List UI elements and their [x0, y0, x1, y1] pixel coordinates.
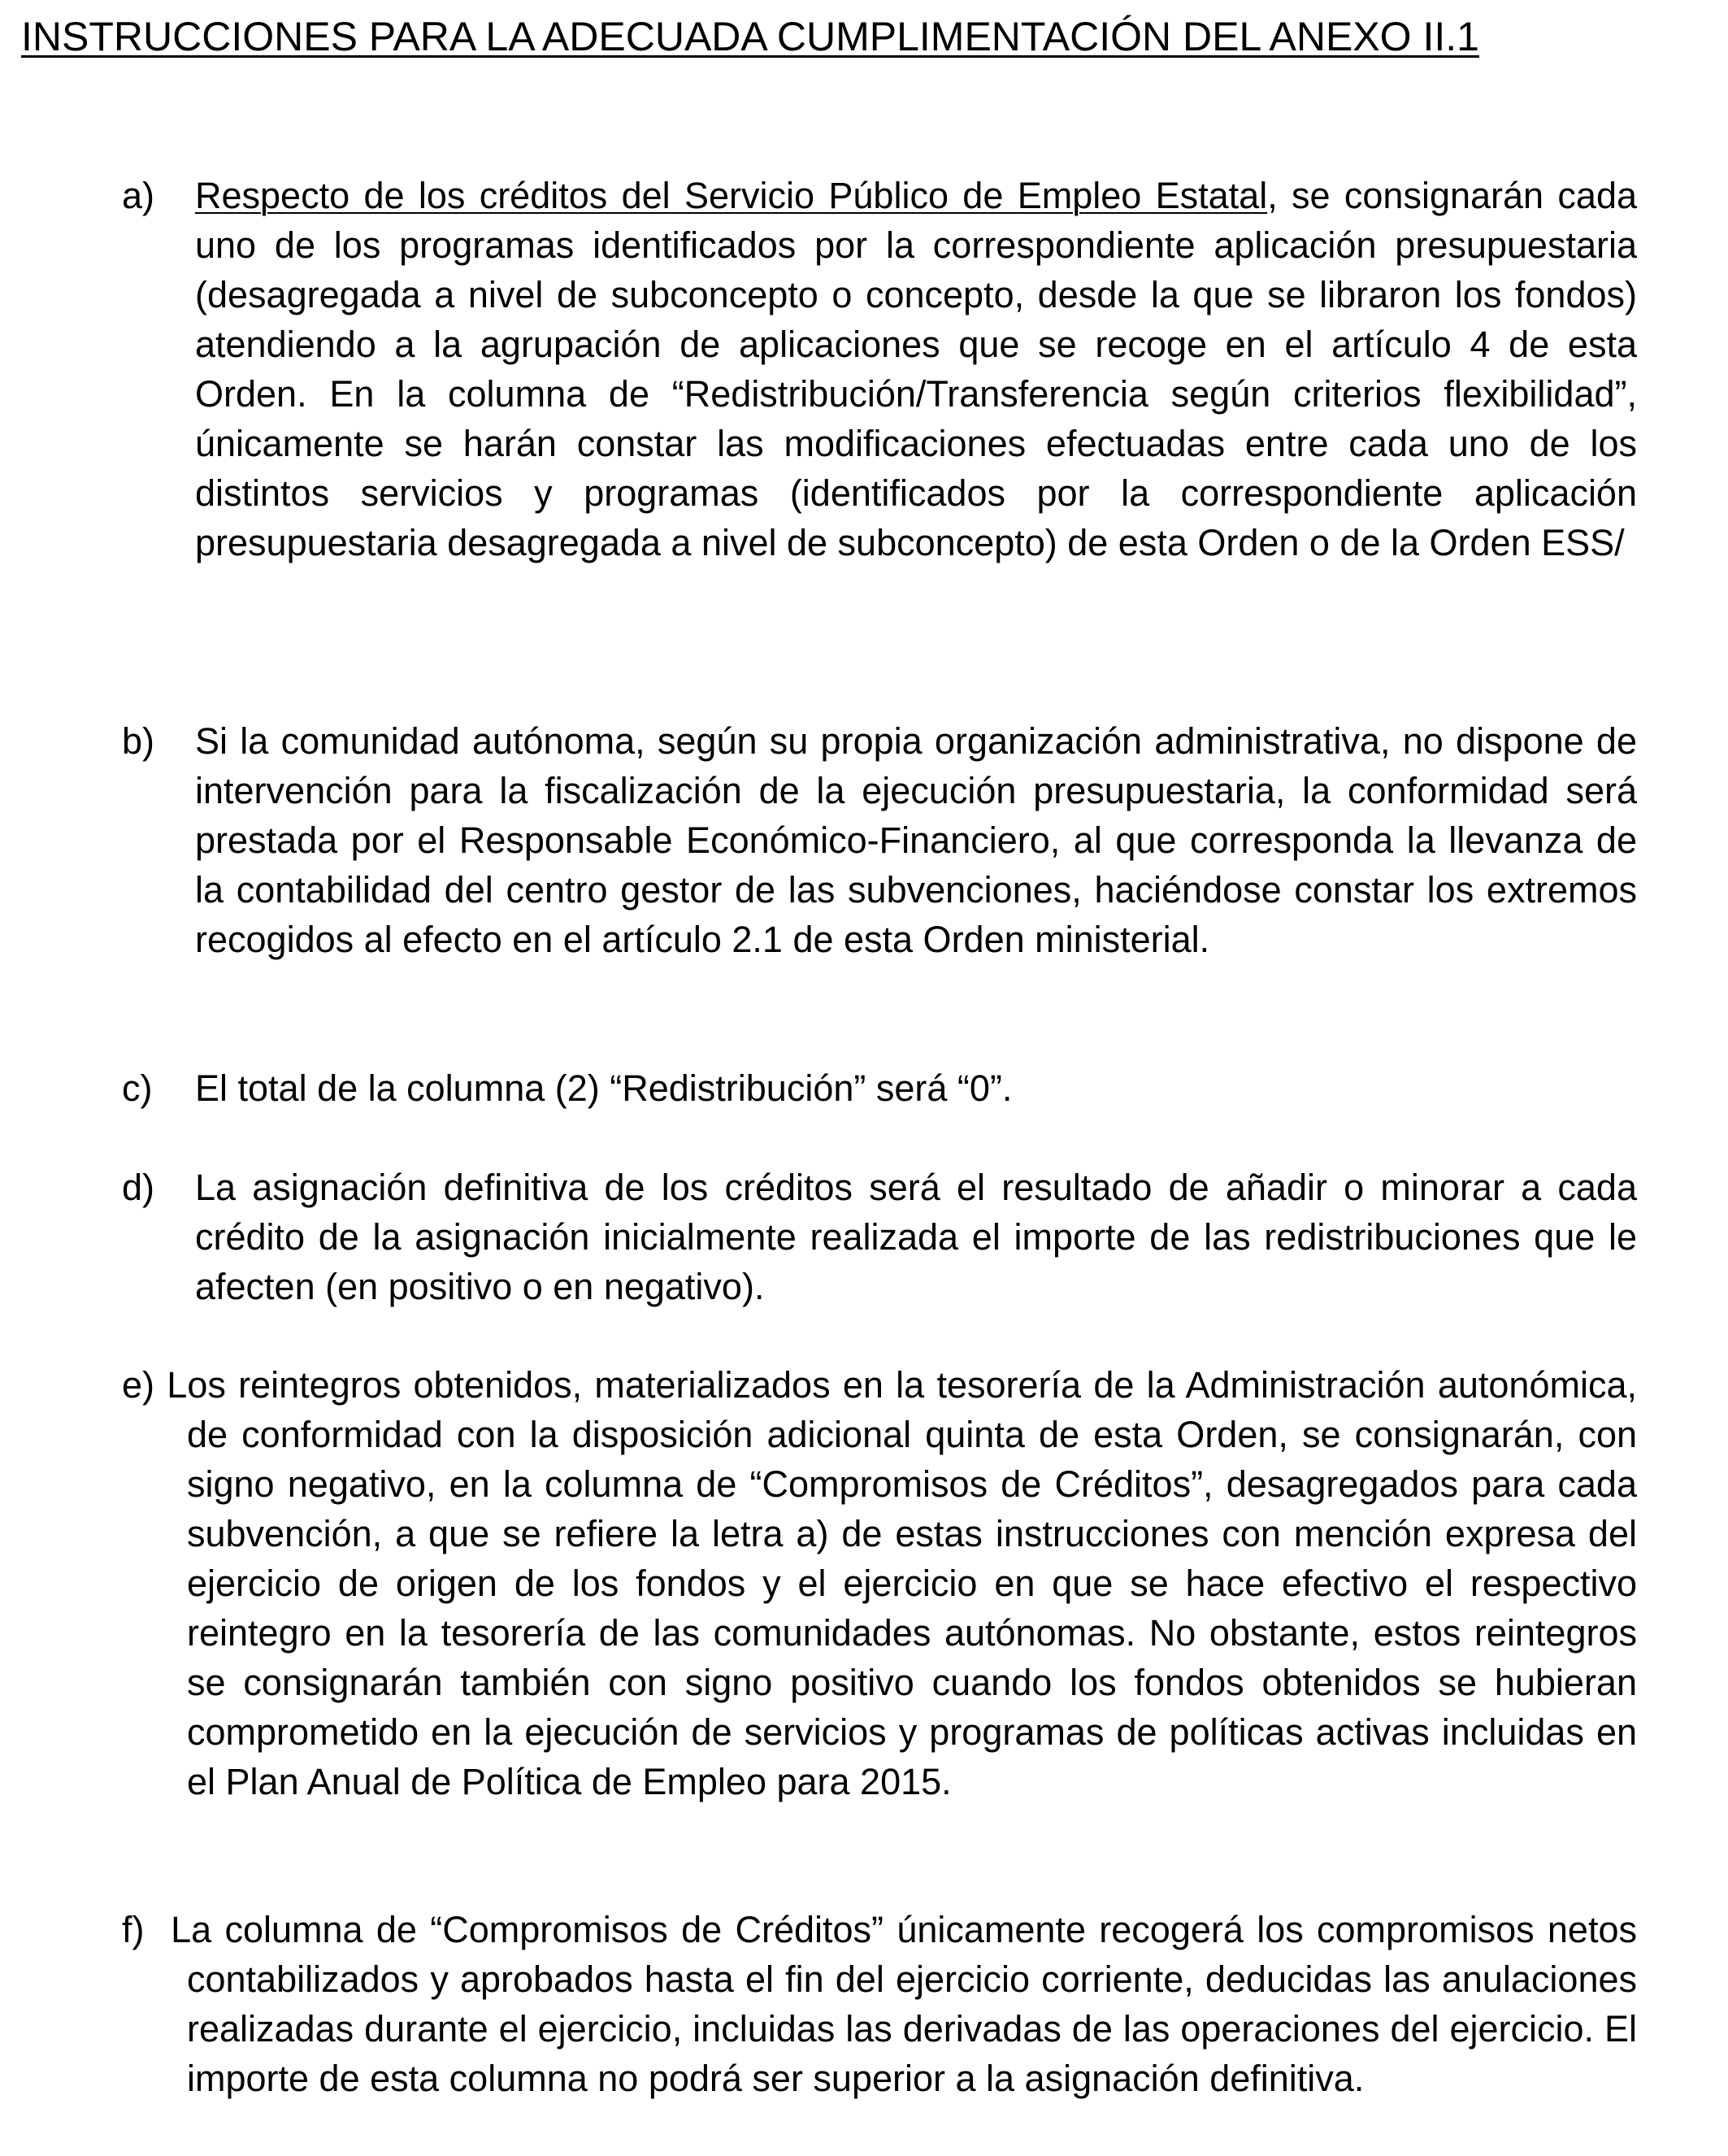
instruction-item-e [122, 1360, 1637, 1806]
instruction-item-f [122, 1905, 1637, 2103]
item-e-body: Los reintegros obtenidos, materializados en la tesorería de la Administración autonómica, de conformidad con la disposición adicional quinta de esta Orden, se consignarán, con signo negativo, en la columna de “Compromisos de Créditos”, desagregados para cada subvención, a que se refiere la letra a) de estas instrucciones con mención expresa del ejercicio de origen de los fondos y el ejercicio en que se hace efectivo el respectivo reintegro en la tesorería de las comunidades autónomas. No obstante, estos reintegros se consignarán también con signo positivo cuando los fondos obtenidos se hubieran comprometido en la ejecución de servicios y programas de políticas activas incluidas en el Plan Anual de Política de Empleo para 2015. [167, 1364, 1637, 1802]
item-f-body: La columna de “Compromisos de Créditos” únicamente recogerá los compromisos netos contabilizados y aprobados hasta el fin del ejercicio corriente, deducidas las anulaciones realizadas durante el ejercicio, incluidas las derivadas de las operaciones del ejercicio. El importe de esta columna no podrá ser superior a la asignación definitiva. [171, 1909, 1637, 2099]
item-text-a [195, 171, 1637, 567]
instruction-item-a [122, 171, 1637, 567]
document-title: INSTRUCCIONES PARA LA ADECUADA CUMPLIMENTACIÓN DEL ANEXO II.1 [21, 14, 1479, 59]
item-text-f [122, 1905, 1637, 2103]
item-marker-f: f) [122, 1909, 145, 1950]
item-marker-d: d) [122, 1167, 155, 1208]
item-marker-e: e) [122, 1364, 155, 1406]
item-text-b: Si la comunidad autónoma, según su propia organización administrativa, no dispone de intervención para la fiscalización de la ejecución presupuestaria, la conformidad será prestada por el Responsable Económico-Financiero, al que corresponda la llevanza de la contabilidad del centro gestor de las subvenciones, haciéndose constar los extremos recogidos al efecto en el artículo 2.1 de esta Orden ministerial. [195, 720, 1637, 960]
item-a-underlined-lead: Respecto de los créditos del Servicio Público de Empleo Estatal [195, 175, 1268, 216]
item-marker-a: a) [122, 175, 155, 216]
item-marker-b: b) [122, 720, 155, 762]
instruction-item-b [122, 716, 1637, 964]
item-marker-c: c) [122, 1067, 153, 1109]
item-a-body: , se consignarán cada uno de los programas identificados por la correspondiente aplicación presupuestaria (desagregada a nivel de subconcepto o concepto, desde la que se libraron los fondos) atendiendo a la agrupación de aplicaciones que se recoge en el artículo 4 de esta Orden. En la columna de “Redistribución/Transferencia según criterios flexibilidad”, únicamente se harán constar las modificaciones efectuadas entre cada uno de los distintos servicios y programas (identificados por la correspondiente aplicación presupuestaria desagregada a nivel de subconcepto) de esta Orden o de la Orden ESS/ [195, 175, 1637, 563]
instruction-item-d [122, 1163, 1637, 1311]
item-text-c: El total de la columna (2) “Redistribución” será “0”. [195, 1067, 1013, 1109]
item-text-d: La asignación definitiva de los créditos será el resultado de añadir o minorar a cada crédito de la asignación inicialmente realizada el importe de las redistribuciones que le afecten (en positivo o en negativo). [195, 1167, 1637, 1307]
item-text-e [122, 1360, 1637, 1806]
instruction-item-c [122, 1063, 1637, 1113]
